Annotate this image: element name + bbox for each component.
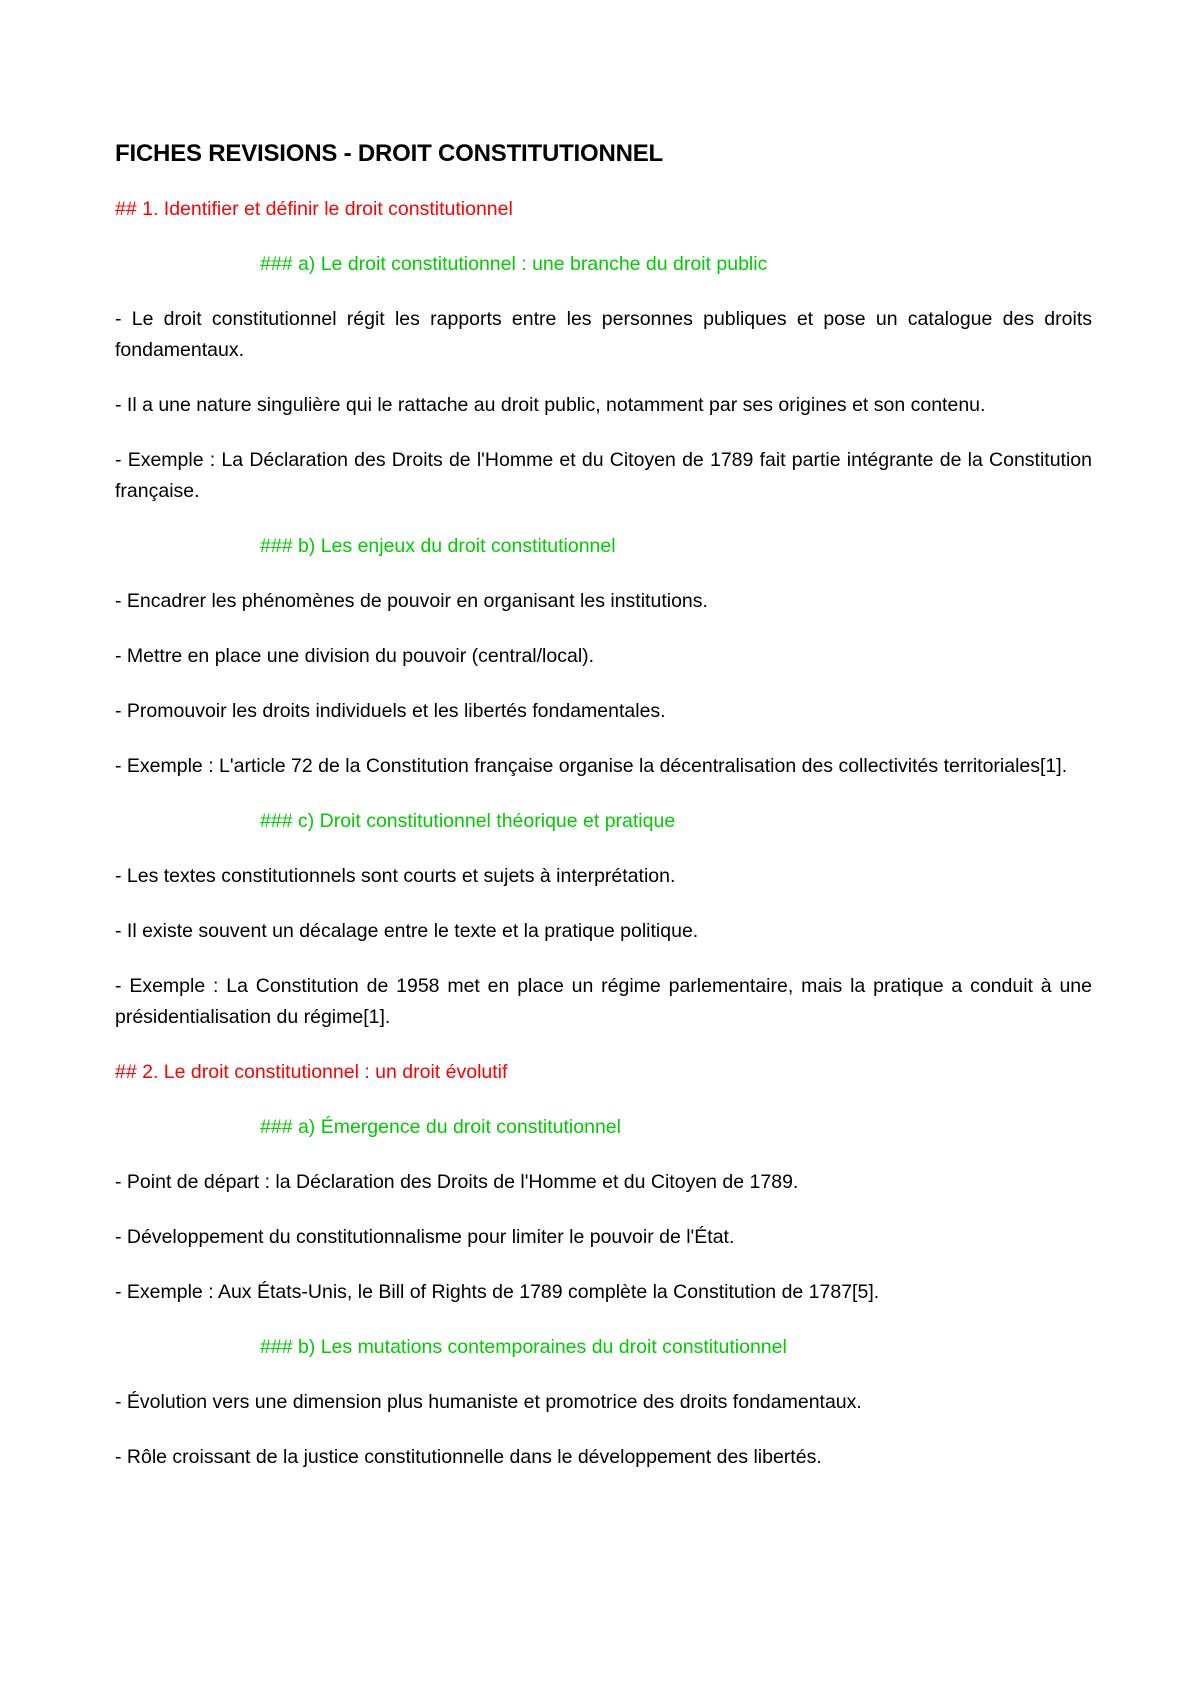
paragraph: - Développement du constitutionnalisme pour limiter le pouvoir de l'État. xyxy=(115,1226,735,1248)
paragraph: - Rôle croissant de la justice constitutionnelle dans le développement des libertés. xyxy=(115,1446,822,1468)
paragraph: - Exemple : La Constitution de 1958 met en place un régime parlementaire, mais la pratique a conduit à une présidentialisation du régime[1]. xyxy=(115,975,1092,1028)
paragraph: - Point de départ : la Déclaration des Droits de l'Homme et du Citoyen de 1789. xyxy=(115,1171,799,1193)
paragraph: - Il a une nature singulière qui le rattache au droit public, notamment par ses origines et son contenu. xyxy=(115,394,986,416)
paragraph: - Encadrer les phénomènes de pouvoir en organisant les institutions. xyxy=(115,590,708,612)
paragraph: - Les textes constitutionnels sont courts et sujets à interprétation. xyxy=(115,865,676,887)
subsection-heading: ### c) Droit constitutionnel théorique et pratique xyxy=(260,810,676,832)
paragraph: - Il existe souvent un décalage entre le texte et la pratique politique. xyxy=(115,920,699,942)
section-heading: ## 2. Le droit constitutionnel : un droit évolutif xyxy=(115,1061,508,1083)
paragraph: - Exemple : Aux États-Unis, le Bill of Rights de 1789 complète la Constitution de 1787[5]. xyxy=(115,1281,880,1303)
paragraph: - Exemple : L'article 72 de la Constitution française organise la décentralisation des collectivités territoriales[1]. xyxy=(115,755,1068,777)
section-heading: ## 1. Identifier et définir le droit constitutionnel xyxy=(115,198,513,220)
subsection-heading: ### b) Les mutations contemporaines du droit constitutionnel xyxy=(260,1336,787,1358)
paragraph: - Le droit constitutionnel régit les rapports entre les personnes publiques et pose un catalogue des droits fondamentaux. xyxy=(115,308,1092,361)
document-title: FICHES REVISIONS - DROIT CONSTITUTIONNEL xyxy=(115,140,664,167)
paragraph: - Mettre en place une division du pouvoir (central/local). xyxy=(115,645,595,667)
subsection-heading: ### a) Le droit constitutionnel : une branche du droit public xyxy=(260,253,768,275)
paragraph: - Évolution vers une dimension plus humaniste et promotrice des droits fondamentaux. xyxy=(115,1391,862,1413)
paragraph: - Exemple : La Déclaration des Droits de l'Homme et du Citoyen de 1789 fait partie intégrante de la Constitution française. xyxy=(115,449,1092,502)
paragraph: - Promouvoir les droits individuels et les libertés fondamentales. xyxy=(115,700,666,722)
document-content xyxy=(115,138,1092,1497)
subsection-heading: ### a) Émergence du droit constitutionnel xyxy=(260,1116,621,1138)
subsection-heading: ### b) Les enjeux du droit constitutionnel xyxy=(260,535,616,557)
